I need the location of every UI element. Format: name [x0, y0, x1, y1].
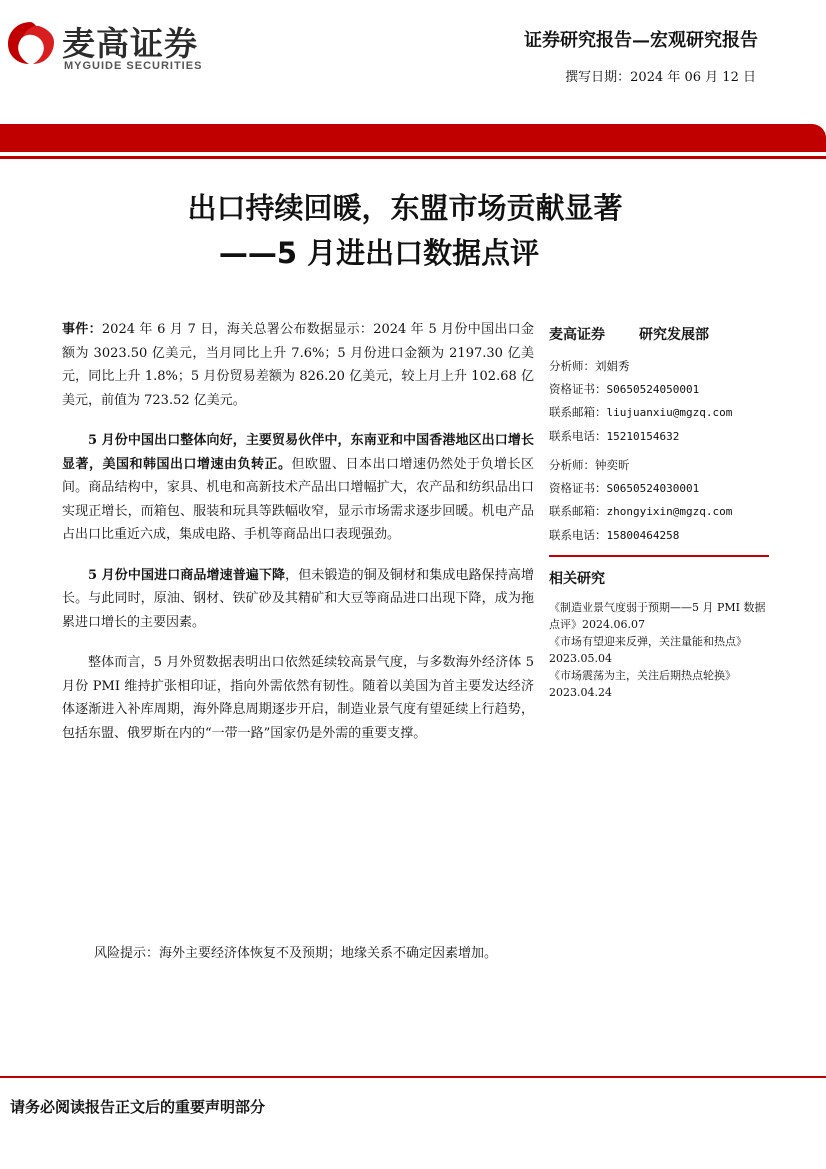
email-link[interactable]: liujuanxiu@mgzq.com — [606, 406, 733, 419]
email-label: 联系邮箱： — [549, 504, 607, 518]
email-label: 联系邮箱： — [549, 405, 607, 419]
brand-logo-icon — [5, 20, 57, 66]
analyst-card — [549, 355, 769, 448]
paragraph-imports — [62, 564, 534, 635]
related-research-list — [549, 599, 771, 701]
report-title: 出口持续回暖，东盟市场贡献显著 — [187, 191, 623, 225]
report-subtitle: ——5 月进出口数据点评 — [218, 236, 540, 270]
report-type: 证券研究报告—宏观研究报告 — [524, 30, 758, 51]
imports-lead: 5 月份中国进口商品增速普遍下降 — [88, 567, 286, 583]
header-red-band — [0, 124, 826, 152]
brand-name: 麦高证券 — [62, 24, 198, 63]
related-research-link[interactable]: 《制造业景气度弱于预期——5 月 PMI 数据点评》2024.06.07 — [549, 601, 766, 631]
phone-label: 联系电话： — [549, 527, 607, 542]
phone-label: 联系电话： — [549, 428, 607, 443]
paragraph-exports — [62, 429, 534, 547]
email-link[interactable]: zhongyixin@mgzq.com — [606, 505, 733, 518]
analyst-name: 分析师：刘娟秀 — [549, 359, 630, 373]
risk-notice: 风险提示：海外主要经济体恢复不及预期；地缘关系不确定因素增加。 — [94, 946, 498, 961]
event-label: 事件： — [62, 322, 102, 337]
sidebar-divider — [549, 555, 769, 557]
related-research-title: 相关研究 — [549, 571, 605, 587]
paragraph-event — [62, 318, 534, 412]
exports-lead: 5 月份中国出口整体向好，主要贸易伙伴中，东南亚和中国香港地区出口增长显著，美国和韩国出口增速由负转正。 — [62, 433, 534, 472]
cert-label: 资格证书： — [549, 480, 607, 495]
exports-text: 但欧盟、日本出口增速仍然处于负增长区间。商品结构中，家具、机电和高新技术产品出口增幅扩大，农产品和纺织品出口实现正增长，而箱包、服装和玩具等跌幅收窄，显示市场需求逐步回暖。机电产品占出口比重近六成，集成电路、手机等商品出口表现强劲。 — [62, 456, 534, 542]
sidebar-org: 麦高证券 — [549, 327, 605, 343]
event-text: 2024 年 6 月 7 日，海关总署公布数据显示：2024 年 5 月份中国出口金额为 3023.50 亿美元，当月同比上升 7.6%；5 月份进口金额为 2197.30 亿美元，同比上升 1.8%；5 月份贸易差额为 826.20 亿美元，较上月上升 102.68 亿美元，前值为 723.52 亿美元。 — [62, 322, 534, 408]
main-body — [62, 318, 534, 762]
cert-number: S0650524050001 — [606, 382, 700, 396]
related-research-link[interactable]: 《市场震荡为主，关注后期热点轮换》2023.04.24 — [549, 669, 736, 699]
phone-number: 15800464258 — [606, 528, 680, 542]
analyst-card — [549, 454, 769, 547]
sidebar-header — [549, 324, 769, 344]
header-red-rule — [0, 156, 826, 159]
brand-name-english: MYGUIDE SECURITIES — [64, 60, 203, 72]
footer-disclaimer: 请务必阅读报告正文后的重要声明部分 — [10, 1098, 266, 1116]
sidebar-dept: 研究发展部 — [639, 327, 709, 343]
cert-number: S0650524030001 — [606, 481, 700, 495]
related-research-link[interactable]: 《市场有望迎来反弹，关注量能和热点》2023.05.04 — [549, 635, 747, 665]
report-date: 撰写日期：2024 年 06 月 12 日 — [565, 70, 756, 85]
footer-rule — [0, 1076, 826, 1078]
imports-text: ，但未锻造的铜及铜材和集成电路保持高增长。与此同时，原油、钢材、铁矿砂及其精矿和大豆等商品进口出现下降，成为拖累进口增长的主要因素。 — [62, 567, 534, 630]
paragraph-summary: 整体而言，5 月外贸数据表明出口依然延续较高景气度，与多数海外经济体 5 月份 PMI 维持扩张相印证，指向外需依然有韧性。随着以美国为首主要发达经济体逐渐进入补库周期，海外降息周期逐步开启，制造业景气度有望延续上行趋势，包括东盟、俄罗斯在内的“一带一路”国家仍是外需的重要支撑。 — [62, 655, 534, 741]
phone-number: 15210154632 — [606, 429, 680, 443]
cert-label: 资格证书： — [549, 381, 607, 396]
analyst-name: 分析师：钟奕昕 — [549, 458, 630, 472]
